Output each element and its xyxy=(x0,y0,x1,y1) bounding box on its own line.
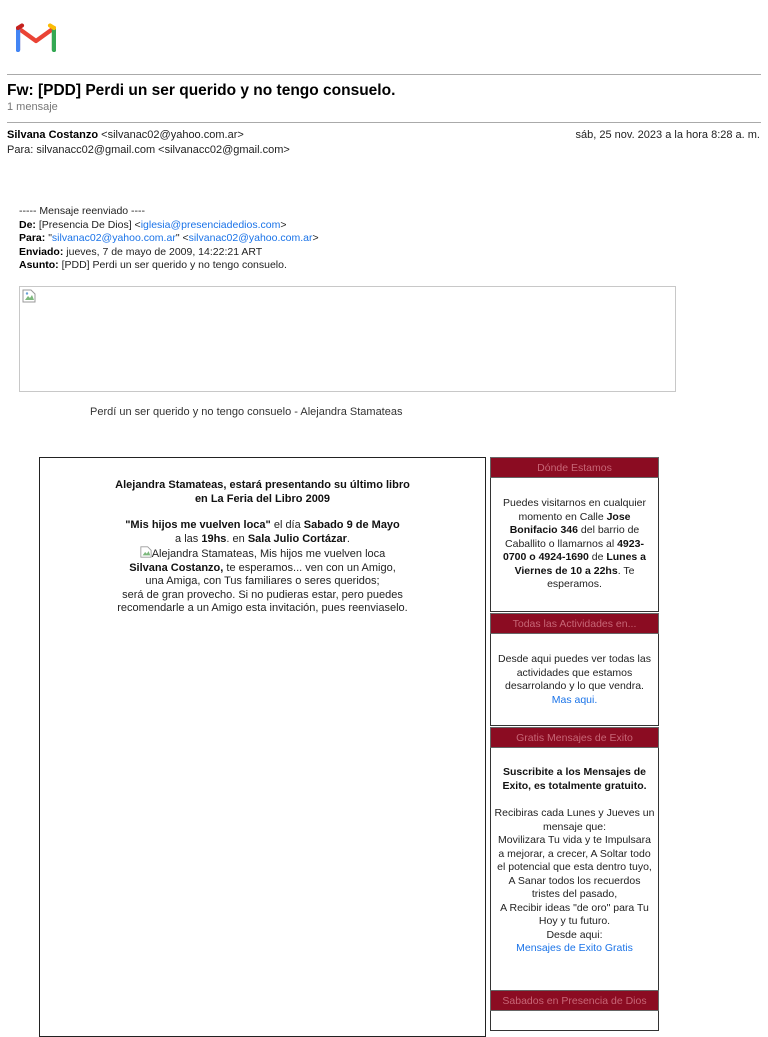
main-title-1: Alejandra Stamateas, estará presentando su último libro xyxy=(115,479,410,491)
activities-text: Desde aqui puedes ver todas las actividades que estamos desarrolando y lo que vendra. xyxy=(498,653,651,692)
messages-subscribe-text: Suscribite a los Mensajes de Exito, es totalmente gratuito. xyxy=(502,766,647,792)
subject-label: Asunto: xyxy=(19,259,59,271)
messages-link[interactable]: Mensajes de Exito Gratis xyxy=(516,942,633,954)
day-prefix: el día xyxy=(270,519,304,531)
to-close: > xyxy=(312,232,319,244)
subject-value: [PDD] Perdi un ser querido y no tengo consuelo. xyxy=(61,259,287,271)
email-subject: Fw: [PDD] Perdi un ser querido y no tengo consuelo. xyxy=(7,82,396,99)
sidebar-section-saturdays xyxy=(490,990,659,1031)
location-text-4: . Te esperamos. xyxy=(547,564,635,590)
sidebar-section-activities xyxy=(490,613,659,726)
sidebar-heading-messages: Gratis Mensajes de Exito xyxy=(490,727,659,748)
main-line-2 xyxy=(40,493,485,507)
location-address: Jose Bonifacio 346 xyxy=(509,510,631,536)
main-line-3 xyxy=(40,519,485,533)
from-label: De: xyxy=(19,218,36,231)
from-close: > xyxy=(280,218,287,231)
sidebar-body-saturdays xyxy=(490,1011,659,1031)
forwarded-to xyxy=(19,232,319,246)
banner-image xyxy=(19,286,676,392)
gmail-logo-icon[interactable] xyxy=(16,22,56,52)
main-content-box xyxy=(39,457,486,1037)
location-text-3: de xyxy=(588,551,607,563)
forwarded-subject xyxy=(19,259,319,273)
sender-name: Silvana Costanzo xyxy=(7,129,99,141)
sent-label: Enviado: xyxy=(19,245,64,258)
invite-text: te esperamos... ven con un Amigo, xyxy=(223,561,396,574)
forwarded-from xyxy=(19,219,319,233)
sidebar-heading-saturdays: Sabados en Presencia de Dios xyxy=(490,990,659,1011)
to-email-link[interactable]: silvanac02@yahoo.com.ar xyxy=(51,232,176,244)
sent-value: jueves, 7 de mayo de 2009, 14:22:21 ART xyxy=(66,245,263,258)
main-title-2: en La Feria del Libro 2009 xyxy=(194,492,331,505)
sender-line xyxy=(7,129,244,141)
messages-line-1: Recibiras cada Lunes y Jueves un mensaje que: xyxy=(494,807,655,833)
messages-line-3: A Sanar todos los recuerdos tristes del pasado, xyxy=(508,874,641,900)
event-date: Sabado 9 de Mayo xyxy=(303,519,400,531)
to-email-link-2[interactable]: silvanac02@yahoo.com.ar xyxy=(188,232,313,244)
book-image xyxy=(140,546,386,562)
sidebar-section-messages xyxy=(490,727,659,1010)
sender-email: <silvanac02@yahoo.com.ar> xyxy=(101,129,244,141)
forwarded-header xyxy=(19,205,319,273)
recipient-value: silvanacc02@gmail.com <silvanacc02@gmail.com> xyxy=(36,144,290,156)
main-line-9: recomendarle a un Amigo esta invitación, pues reenviaselo. xyxy=(117,602,408,614)
main-line-6 xyxy=(40,562,485,576)
main-line-4 xyxy=(40,533,485,547)
venue-prefix: . en xyxy=(226,532,248,545)
event-time: 19hs xyxy=(201,532,227,545)
book-title: "Mis hijos me vuelven loca" xyxy=(125,519,271,531)
recipient-label: Para: xyxy=(7,144,34,156)
sidebar-body-location xyxy=(490,478,659,612)
to-quote-close: " < xyxy=(175,232,189,244)
sidebar-body-activities xyxy=(490,634,659,726)
sidebar-body-messages xyxy=(490,748,659,1010)
location-phones: 4923-0700 o 4924-1690 xyxy=(502,537,644,563)
to-quote-open: " xyxy=(48,232,52,244)
article-caption: Perdí un ser querido y no tengo consuelo - Alejandra Stamateas xyxy=(90,406,403,418)
broken-image-icon xyxy=(22,289,36,303)
location-text-1: Puedes visitarnos en cualquier momento en Calle xyxy=(502,497,646,523)
message-divider xyxy=(7,122,761,123)
activities-link[interactable]: Mas aqui. xyxy=(551,693,598,706)
messages-line-2: Movilizara Tu vida y te Impulsara a mejorar, a crecer, A Soltar todo el potencial que esta dentro tuyo, xyxy=(497,834,652,873)
to-label: Para: xyxy=(19,232,46,244)
book-image-alt: Alejandra Stamateas, Mis hijos me vuelven loca xyxy=(151,548,386,560)
messages-line-5: Desde aqui: xyxy=(546,928,603,941)
recipient-line xyxy=(7,144,290,156)
location-hours: Lunes a Viernes de 10 a 22hs xyxy=(514,551,647,577)
header-divider xyxy=(7,74,761,75)
main-line-8: será de gran provecho. Si no pudieras estar, pero puedes xyxy=(122,588,403,601)
main-line-7: una Amiga, con Tus familiares o seres queridos; xyxy=(145,575,380,587)
forwarded-sent xyxy=(19,246,319,260)
message-date: sáb, 25 nov. 2023 a la hora 8:28 a. m. xyxy=(575,129,760,141)
from-email-link[interactable]: iglesia@presenciadedios.com xyxy=(140,218,281,231)
message-count: 1 mensaje xyxy=(7,101,58,113)
invitee-name: Silvana Costanzo, xyxy=(129,561,224,574)
from-name: [Presencia De Dios] < xyxy=(38,218,141,231)
forwarded-intro: ----- Mensaje reenviado ---- xyxy=(19,205,146,217)
event-venue: Sala Julio Cortázar xyxy=(247,532,347,545)
broken-image-icon xyxy=(140,546,152,558)
sidebar-heading-location: Dónde Estamos xyxy=(490,457,659,478)
messages-line-4: A Recibir ideas "de oro" para Tu Hoy y tu futuro. xyxy=(500,901,649,927)
sidebar-heading-activities: Todas las Actividades en... xyxy=(490,613,659,634)
venue-dot: . xyxy=(346,532,350,545)
main-line-1 xyxy=(40,479,485,493)
sidebar-section-location xyxy=(490,457,659,612)
time-prefix: a las xyxy=(175,532,202,545)
location-text-2: del barrio de Caballito o llamarnos al xyxy=(505,524,640,550)
